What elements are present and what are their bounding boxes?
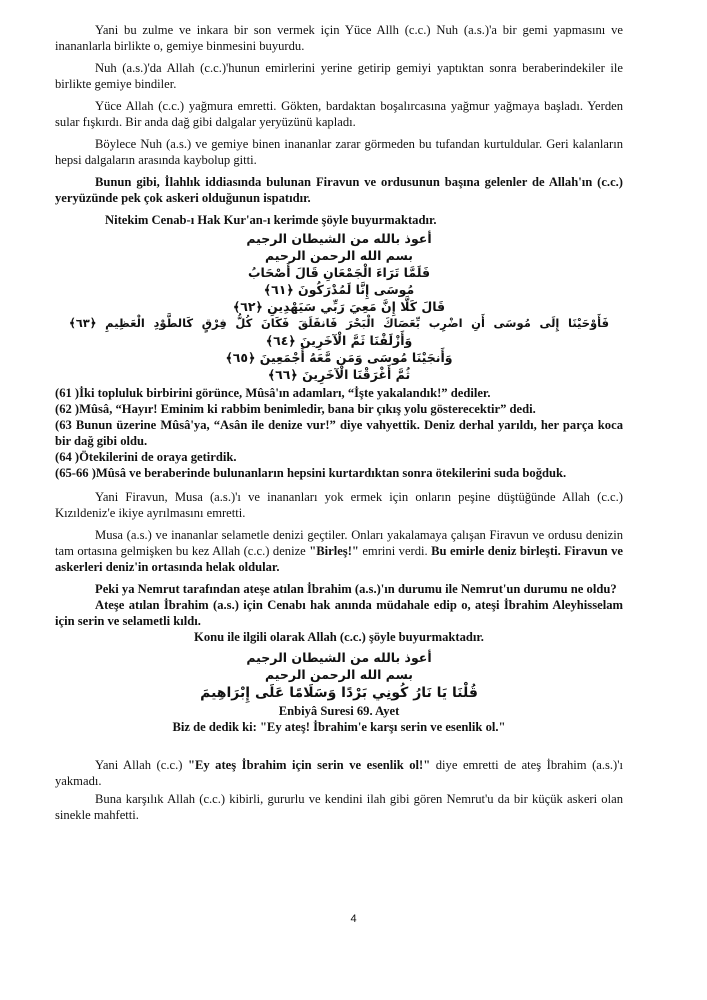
paragraph-noah-boarding: Nuh (a.s.)'da Allah (c.c.)'hunun emirlerini yerine getirip gemiyi yaptıktan sonra beraberindekiler ile birlikte gemiye bindiler. <box>55 61 623 91</box>
verse-61: (61 )İki topluluk birbirini görünce, Mûsâ'ın adamları, “İşte yakalandık!” dediler. <box>55 386 491 400</box>
arabic-verse-line: وَأَزْلَفْنَا ثَمَّ الْآخَرِينَ ﴿٦٤﴾ <box>265 333 413 348</box>
paragraph-red-sea: Yani Firavun, Musa (a.s.)'ı ve inananları yok ermek için onların peşine düştüğünde Allah (c.c.) Kızıldeniz'e ikiye ayrılmasını emretti. <box>55 490 623 520</box>
citation-reference: Enbiyâ Suresi 69. Ayet <box>278 704 400 718</box>
arabic-verse-anbiya <box>55 649 623 703</box>
arabic-verse-line: فَلَمَّا تَرَاءَ الْجَمْعَانِ قَالَ أَصْحَابُ <box>247 265 431 280</box>
paragraph-sea-closes <box>55 527 623 575</box>
arabic-istiaza: أعوذ بالله من الشيطان الرجيم <box>246 650 432 665</box>
paragraph-pharaoh-intro: Bunun gibi, İlahlık iddiasında bulunan Firavun ve ordusunun başına gelenler de Allah'ın (c.c.) yeryüzünde pek çok askeri olduğunun ispatıdır. <box>55 175 623 205</box>
paragraph-nimrod-fly: Buna karşılık Allah (c.c.) kibirli, gururlu ve kendini ilah gibi gören Nemrut'u da bir küçük askeri olan sinekle mahfetti. <box>55 792 623 822</box>
arabic-basmala: بسم الله الرحمن الرحيم <box>265 248 413 263</box>
paragraph-fire-cool: Ateşe atılan İbrahim (a.s.) için Cenabı hak anında müdahale edip o, ateşi İbrahim Aleyhisselam için serin ve selametli kıldı. <box>55 598 623 628</box>
arabic-verse-line: فَأَوْحَيْنَا إِلَى مُوسَى أَنِ اضْرِب بِّعَصَاكَ الْبَحْرَ فَانفَلَقَ فَكَانَ كُلُّ فِرْقٍ كَالطَّوْدِ الْعَظِيمِ ﴿٦٣﴾ <box>69 316 609 330</box>
citation-meaning: Biz de dedik ki: "Ey ateş! İbrahim'e karşı serin ve esenlik ol." <box>172 720 506 734</box>
sea-outcome: Bu emirle deniz birleşti. Firavun ve askerleri deniz'in ortasında helak oldular. <box>55 544 623 574</box>
paragraph-salvation: Böylece Nuh (a.s.) ve gemiye binen inananlar zarar görmeden bu tufandan kurtuldular. Geri kalanların hepsi dalgaların arasında kaybolup gitti. <box>55 137 623 167</box>
verse-62: (62 )Mûsâ, “Hayır! Eminim ki rabbim benimledir, bana bir çıkış yolu gösterecektir” dedi. <box>55 402 536 416</box>
paragraph-nimrod-question: Peki ya Nemrut tarafından ateşe atılan İbrahim (a.s.)'ın durumu ile Nemrut'un durumu ne oldu? <box>95 582 617 596</box>
sea-command: "Birleş!" <box>309 544 359 558</box>
arabic-verses-ashshuara <box>55 230 623 383</box>
fire-command: "Ey ateş İbrahim için serin ve esenlik ol!" <box>187 758 431 772</box>
paragraph-quran-intro: Nitekim Cenab-ı Hak Kur'an-ı kerimde şöyle buyurmaktadır. <box>105 213 437 227</box>
paragraph-flood: Yüce Allah (c.c.) yağmura emretti. Gökten, bardaktan boşalırcasına yağmur yağmaya başladı. Yerden sular fışkırdı. Bir anda dağ gibi dalgalar yeryüzünü kapladı. <box>55 99 623 129</box>
arabic-verse-line: ثُمَّ أَغْرَقْنَا الْآخَرِينَ ﴿٦٦﴾ <box>267 367 411 382</box>
page-number: 4 <box>350 913 357 925</box>
verse-63: (63 Bunun üzerine Mûsâ'ya, “Asân ile denize vur!” diye vahyettik. Deniz derhal yarıldı, her parça koca bir dağ gibi oldu. <box>55 418 623 448</box>
verse-65-66: (65-66 )Mûsâ ve beraberinde bulunanların hepsini kurtardıktan sonra ötekilerini suda boğduk. <box>55 466 567 480</box>
verse-translations <box>55 385 623 481</box>
fire-text-b: diye emretti de ateş İbrahim (a.s.)'ı yakmadı. <box>55 758 624 788</box>
verse-64: (64 )Ötekilerini de oraya getirdik. <box>55 450 237 464</box>
paragraph-quran-intro-2: Konu ile ilgili olarak Allah (c.c.) şöyle buyurmaktadır. <box>194 630 484 644</box>
document-page <box>55 22 623 823</box>
arabic-verse-line: وَأَنجَيْنَا مُوسَى وَمَن مَّعَهُ أَجْمَعِينَ ﴿٦٥﴾ <box>225 350 453 365</box>
paragraph-noah-ark: Yani bu zulme ve inkara bir son vermek için Yüce Allh (c.c.) Nuh (a.s.)'a bir gemi yapmasını ve inananlarla birlikte o, gemiye binmesini buyurdu. <box>55 23 623 53</box>
sea-text-mid: emrini verdi. <box>358 544 432 558</box>
arabic-verse-line: قَالَ كَلَّا إِنَّ مَعِيَ رَبِّي سَيَهْدِينِ ﴿٦٢﴾ <box>232 299 446 314</box>
paragraph-fire-not-burn <box>55 757 623 789</box>
sea-text: Musa (a.s.) ve inananlar selametle denizi geçtiler. Onları yakalamaya çalışan Firavun ve ordusu denizin tam ortasına gelmişken bu kez Allah (c.c.) denize <box>55 528 623 558</box>
arabic-verse-line: مُوسَى إِنَّا لَمُدْرَكُونَ ﴿٦١﴾ <box>263 282 415 297</box>
arabic-verse-line: قُلْنَا يَا نَارُ كُونِي بَرْدًا وَسَلَامًا عَلَى إِبْرَاهِيمَ <box>200 685 478 701</box>
arabic-basmala: بسم الله الرحمن الرحيم <box>265 667 413 682</box>
arabic-istiaza: أعوذ بالله من الشيطان الرجيم <box>246 231 432 246</box>
fire-text-a: Yani Allah (c.c.) <box>95 758 188 772</box>
